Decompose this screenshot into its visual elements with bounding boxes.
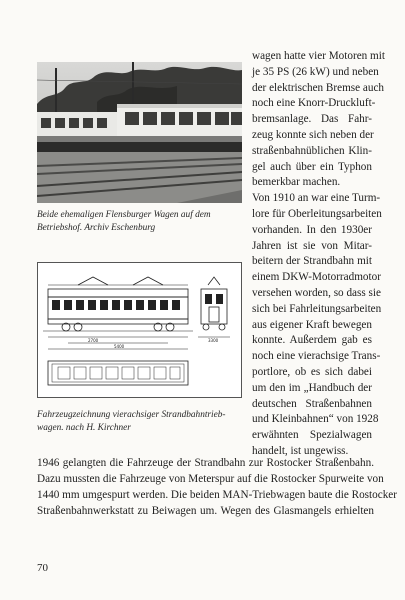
drawing-caption: Fahrzeugzeichnung vierachsiger Strandbahntrieb-wagen. nach H. Kirchner: [37, 410, 226, 433]
text-line: noch eine Knorr-Druckluft-: [252, 97, 376, 110]
text-line: straßenbahnüblichen Klin-: [252, 144, 372, 157]
text-line: noch eine vierachsige Trans-: [252, 350, 381, 363]
text-line: und Kleinbahnen“ von 1928: [252, 413, 379, 426]
text-line: aus eigener Kraft bewegen: [252, 318, 372, 331]
text-line: bemerkbar machen.: [252, 176, 341, 189]
text-line: portlore, ob es sich dabei: [252, 365, 372, 378]
text-line: zeug konnte sich neben der: [252, 128, 374, 141]
text-line: wagen hatte vier Motoren mit: [252, 50, 385, 62]
tram-photo-image: [37, 62, 242, 203]
vehicle-drawing: [37, 262, 242, 398]
page-number: 70: [37, 562, 48, 574]
text-line: konnte. Außerdem gab es: [252, 334, 372, 347]
text-line: je 35 PS (26 kW) und neben: [252, 65, 379, 78]
text-line: 1440 mm umgespurt werden. Die beiden MAN-Triebwagen baute die Rostocker: [37, 489, 397, 501]
dimension-label: 2700: [88, 338, 99, 343]
text-line: versehen worden, so dass sie: [252, 286, 381, 299]
text-line: erwähnten Spezialwagen: [252, 429, 372, 442]
text-line: Jahren ist sie von Mitar-: [252, 239, 372, 252]
dimension-label: 3300: [208, 338, 219, 343]
text-line: vorhanden. In den 1930er: [252, 223, 372, 236]
text-line: Dazu mussten die Fahrzeuge von Meterspur auf die Rostocker Spurweite von: [37, 473, 384, 485]
right-column-text: [252, 49, 385, 460]
text-line: bremsanlage. Das Fahr-: [252, 113, 372, 126]
text-line: sich bei Fahrleitungsarbeiten: [252, 302, 382, 315]
full-width-text: [37, 455, 397, 519]
text-line: der elektrischen Bremse auch: [252, 81, 385, 94]
tram-photo: [37, 62, 242, 203]
text-line: Von 1910 an war eine Turm-: [252, 192, 381, 205]
text-line: einem DKW-Motorradmotor: [252, 271, 381, 284]
text-line: lore für Oberleitungsarbeiten: [252, 207, 382, 220]
dimension-label: 5400: [114, 344, 125, 349]
text-line: 1946 gelangten die Fahrzeuge der Strandbahn zur Rostocker Straßenbahn.: [37, 457, 374, 469]
text-line: gel auch über ein Typhon: [252, 160, 372, 173]
text-line: um den im „Handbuch der: [252, 381, 372, 394]
text-line: deutschen Straßenbahnen: [252, 397, 372, 410]
text-line: Straßenbahnwerkstatt zu Beiwagen um. Wegen des Glasmangels erhielten: [37, 505, 374, 517]
vehicle-drawing-image: [38, 263, 241, 397]
photo-caption: Beide ehemaligen Flensburger Wagen auf dem Betriebshof. Archiv Eschenburg: [37, 210, 211, 233]
text-line: handelt, ist ungewiss.: [252, 444, 349, 457]
text-line: beitern der Strandbahn mit: [252, 255, 372, 268]
